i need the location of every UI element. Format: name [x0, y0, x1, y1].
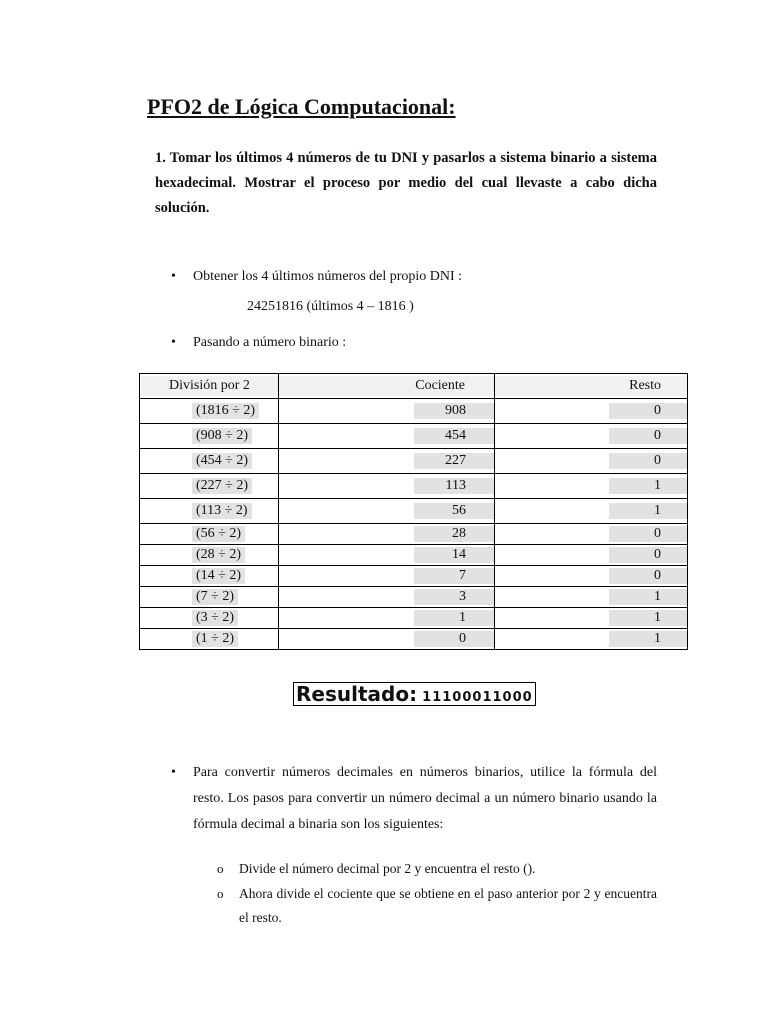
division-cell: (3 ÷ 2): [140, 608, 279, 629]
cociente-cell: 14: [279, 545, 495, 566]
division-cell: (7 ÷ 2): [140, 587, 279, 608]
header-division: División por 2: [140, 374, 279, 399]
resto-cell: 0: [495, 566, 688, 587]
table-row: [140, 566, 688, 587]
cociente-cell: 227: [279, 449, 495, 474]
table-row: [140, 449, 688, 474]
table-row: [140, 524, 688, 545]
cociente-cell: 113: [279, 474, 495, 499]
bullet-dni: • Obtener los 4 últimos números del propio DNI :: [193, 264, 462, 290]
explanation-paragraph: • Para convertir números decimales en números binarios, utilice la fórmula del resto. Los pasos para convertir un número decimal a un número binario usando la fórmula decimal a binaria son los siguientes:: [193, 760, 657, 838]
dni-line: 24251816 (últimos 4 – 1816 ): [247, 299, 414, 314]
bullet-binary: • Pasando a número binario :: [193, 330, 346, 356]
page-title: PFO2 de Lógica Computacional:: [147, 94, 456, 119]
header-resto: Resto: [495, 374, 688, 399]
cociente-cell: 454: [279, 424, 495, 449]
cociente-cell: 28: [279, 524, 495, 545]
table-row: [140, 499, 688, 524]
division-cell: (908 ÷ 2): [140, 424, 279, 449]
resto-cell: 1: [495, 608, 688, 629]
resto-cell: 1: [495, 499, 688, 524]
division-cell: (227 ÷ 2): [140, 474, 279, 499]
result-label: Resultado:: [296, 682, 418, 706]
resto-cell: 1: [495, 629, 688, 650]
division-cell: (28 ÷ 2): [140, 545, 279, 566]
table-row: [140, 629, 688, 650]
division-cell: (14 ÷ 2): [140, 566, 279, 587]
division-cell: (113 ÷ 2): [140, 499, 279, 524]
table-row: [140, 474, 688, 499]
table-row: [140, 587, 688, 608]
cociente-cell: 3: [279, 587, 495, 608]
division-cell: (56 ÷ 2): [140, 524, 279, 545]
resto-cell: 0: [495, 524, 688, 545]
table-row: [140, 399, 688, 424]
division-cell: (454 ÷ 2): [140, 449, 279, 474]
division-cell: (1816 ÷ 2): [140, 399, 279, 424]
resto-cell: 0: [495, 449, 688, 474]
cociente-cell: 7: [279, 566, 495, 587]
resto-cell: 0: [495, 545, 688, 566]
cociente-cell: 56: [279, 499, 495, 524]
resto-cell: 0: [495, 399, 688, 424]
table-row: [140, 424, 688, 449]
resto-cell: 0: [495, 424, 688, 449]
result-box: [293, 682, 536, 706]
table-row: [140, 608, 688, 629]
cociente-cell: 908: [279, 399, 495, 424]
header-cociente: Cociente: [279, 374, 495, 399]
table-row: [140, 545, 688, 566]
result-value: 11100011000: [422, 690, 533, 705]
step-item: o Ahora divide el cociente que se obtiene en el paso anterior por 2 y encuentra el resto.: [239, 882, 657, 930]
division-table: [139, 373, 688, 650]
resto-cell: 1: [495, 587, 688, 608]
cociente-cell: 0: [279, 629, 495, 650]
step-item: o Divide el número decimal por 2 y encuentra el resto ().: [239, 857, 657, 881]
resto-cell: 1: [495, 474, 688, 499]
division-cell: (1 ÷ 2): [140, 629, 279, 650]
cociente-cell: 1: [279, 608, 495, 629]
question-text: 1. Tomar los últimos 4 números de tu DNI y pasarlos a sistema binario a sistema hexadecimal. Mostrar el proceso por medio del cual llevaste a cabo dicha solución.: [155, 150, 657, 216]
